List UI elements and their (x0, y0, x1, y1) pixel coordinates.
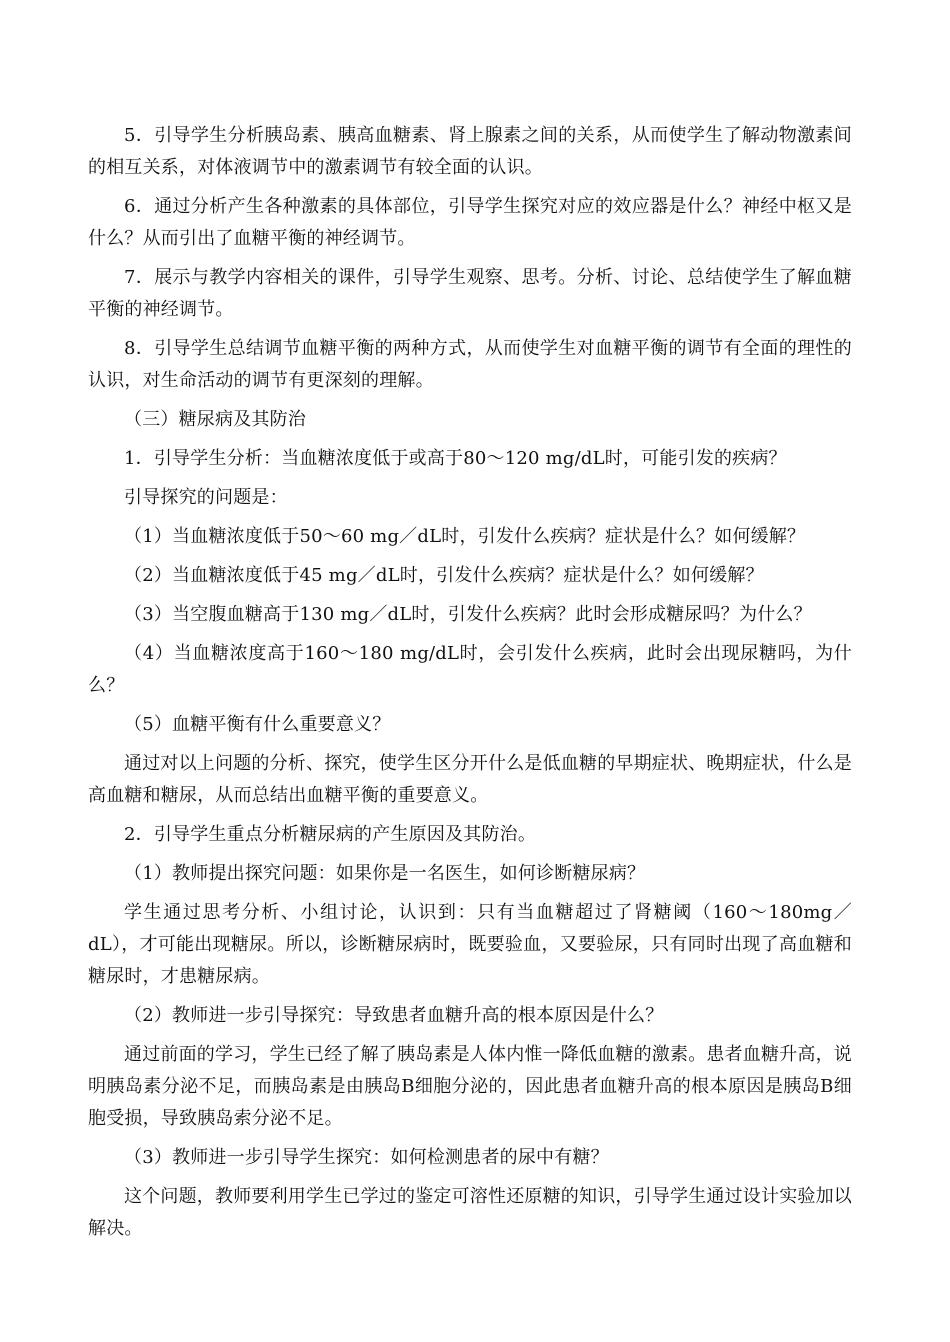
paragraph-item-2: 2．引导学生重点分析糖尿病的产生原因及其防治。 (124, 824, 537, 845)
sub-answer-1: 学生通过思考分析、小组讨论，认识到：只有当血糖超过了肾糖阈（160～180mg／dL），才可能出现糖尿。所以，诊断糖尿病时，既要验血，又要验尿，只有同时出现了高血糖和糖尿时，才患糖尿病。 (88, 902, 852, 987)
question-2: （2）当血糖浓度低于45 mg／dL时，引发什么疾病？症状是什么？如何缓解？ (124, 565, 764, 586)
paragraph-8: 8．引导学生总结调节血糖平衡的两种方式，从而使学生对血糖平衡的调节有全面的理性的认识，对生命活动的调节有更深刻的理解。 (88, 338, 852, 391)
sub-question-2: （2）教师进一步引导探究：导致患者血糖升高的根本原因是什么？ (124, 1005, 664, 1026)
question-5: （5）血糖平衡有什么重要意义？ (124, 714, 391, 735)
section-heading-diabetes: （三）糖尿病及其防治 (124, 409, 306, 430)
sub-answer-2: 通过前面的学习，学生已经了解了胰岛素是人体内惟一降低血糖的激素。患者血糖升高，说明胰岛素分泌不足，而胰岛素是由胰岛B细胞分泌的，因此患者血糖升高的根本原因是胰岛B细胞受损，导致胰岛索分泌不足。 (88, 1044, 852, 1129)
paragraph-7: 7．展示与教学内容相关的课件，引导学生观察、思考。分析、讨论、总结使学生了解血糖平衡的神经调节。 (88, 267, 852, 320)
questions-intro: 引导探究的问题是： (124, 487, 288, 508)
question-3: （3）当空腹血糖高于130 mg／dL时，引发什么疾病？此时会形成糖尿吗？为什么？ (124, 604, 812, 625)
question-4: （4）当血糖浓度高于160～180 mg/dL时，会引发什么疾病，此时会出现尿糖吗，为什么？ (88, 643, 852, 696)
sub-question-3: （3）教师进一步引导学生探究：如何检测患者的尿中有糖？ (124, 1147, 609, 1168)
paragraph-5: 5．引导学生分析胰岛素、胰高血糖素、肾上腺素之间的关系，从而使学生了解动物激素间的相互关系，对体液调节中的激素调节有较全面的认识。 (88, 125, 852, 178)
question-1: （1）当血糖浓度低于50～60 mg／dL时，引发什么疾病？症状是什么？如何缓解？ (124, 526, 806, 547)
paragraph-6: 6．通过分析产生各种激素的具体部位，引导学生探究对应的效应器是什么？神经中枢又是什么？从而引出了血糖平衡的神经调节。 (88, 196, 852, 249)
paragraph-item-1: 1．引导学生分析：当血糖浓度低于或高于80～120 mg/dL时，可能引发的疾病？ (124, 448, 787, 469)
sub-answer-3: 这个问题，教师要利用学生已学过的鉴定可溶性还原糖的知识，引导学生通过设计实验加以解决。 (88, 1186, 852, 1239)
document-body (88, 120, 852, 1252)
sub-question-1: （1）教师提出探究问题：如果你是一名医生，如何诊断糖尿病？ (124, 863, 646, 884)
analysis-summary: 通过对以上问题的分析、探究，使学生区分开什么是低血糖的早期症状、晚期症状，什么是高血糖和糖尿，从而总结出血糖平衡的重要意义。 (88, 753, 852, 806)
